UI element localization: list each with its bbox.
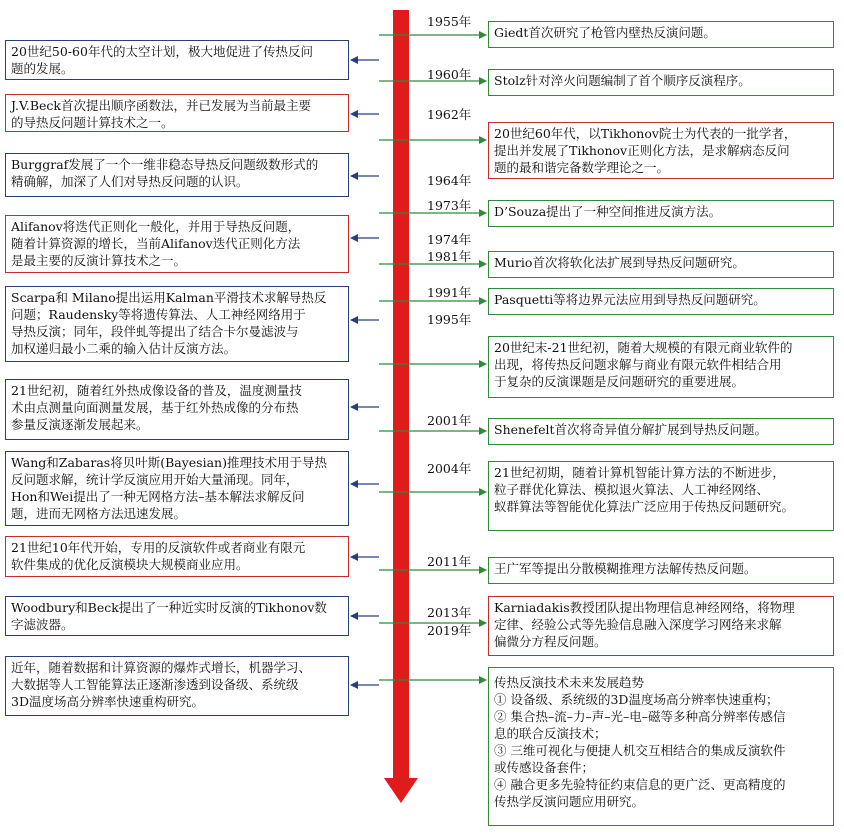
event-text-line: 问题；Raudensky等将遗传算法、人工神经网络用于 (11, 307, 306, 322)
year-label-2013: 2013年 (427, 605, 472, 620)
year-label-1962: 1962年 (427, 107, 472, 122)
event-text-line: 字滤波器。 (11, 617, 74, 632)
event-text-line: 大数据等人工智能算法正逐渐渗透到设备级、系统级 (11, 677, 299, 692)
event-text-line: Scarpa和 Milano提出运用Kalman平滑技术求解导热反 (11, 290, 327, 305)
year-label-1974: 1974年 (427, 232, 472, 247)
event-box-right-3 (488, 122, 834, 179)
event-box-left-7 (5, 451, 349, 526)
event-text-line: Hon和Wei提出了一种无网格方法–基本解法求解反问 (11, 489, 305, 504)
event-text-line: 定律、经验公式等先验信息融入深度学习网络来求解 (494, 617, 782, 632)
future-trends-box (488, 667, 834, 826)
event-text-line: 提出并发展了Tikhonov正则化方法，是求解病态反问 (494, 143, 790, 158)
event-text-line: 3D温度场高分辨率快速重构研究。 (11, 694, 204, 709)
event-text-line: Burggraf发展了一个一维非稳态导热反问题级数形式的 (11, 157, 319, 172)
event-box-right-8 (488, 418, 834, 445)
future-trend-item: 或传感设备套件； (494, 760, 595, 775)
future-trends-title: 传热反演技术未来发展趋势 (494, 675, 645, 690)
year-label-1960: 1960年 (427, 67, 472, 82)
event-text-line: 加权递归最小二乘的输入估计反演方法。 (11, 341, 237, 356)
event-box-left-8 (5, 536, 349, 577)
event-text-line: 21世纪10年代开始，专用的反演软件或者商业有限元 (11, 540, 306, 555)
event-box-left-5 (5, 286, 349, 362)
year-label-1955: 1955年 (427, 14, 472, 29)
event-box-right-11 (488, 596, 834, 656)
event-text-line: 21世纪初期，随着计算机智能计算方法的不断进步， (494, 465, 785, 480)
event-text-line: Giedt首次研究了枪管内壁热反演问题。 (494, 25, 716, 40)
year-label-1991: 1991年 (427, 285, 472, 300)
connector-arrows (351, 35, 486, 685)
event-box-right-2 (488, 69, 834, 96)
event-box-right-7 (488, 336, 834, 398)
year-label-2001: 2001年 (427, 413, 472, 428)
event-text-line: 出现，将传热反问题求解与商业有限元软件相结合用 (494, 357, 782, 372)
event-text-line: 软件集成的优化反演模块大规模商业应用。 (11, 557, 249, 572)
event-text-line: 于复杂的反演课题是反问题研究的重要进展。 (494, 374, 745, 389)
event-box-left-9 (5, 596, 349, 636)
event-box-left-2 (5, 94, 349, 132)
event-box-right-10 (488, 557, 834, 584)
event-text-line: 随着计算资源的增长，当前Alifanov迭代正则化方法 (11, 236, 301, 251)
future-trend-item: 息的联合反演技术； (494, 726, 607, 741)
future-trend-item: ④ 融合更多先验特征约束信息的更广泛、更高精度的 (494, 777, 786, 792)
year-label-2004: 2004年 (427, 461, 472, 476)
event-text-line: Shenefelt首次将奇异值分解扩展到导热反问题。 (494, 422, 768, 437)
event-text-line: 精确解，加深了人们对导热反问题的认识。 (11, 174, 249, 189)
event-text-line: 是最主要的反演计算技术之一。 (11, 253, 187, 268)
event-text-line: Wang和Zabaras将贝叶斯(Bayesian)推理技术用于导热 (11, 455, 327, 470)
event-text-line: 20世纪末-21世纪初，随着大规模的有限元商业软件的 (494, 340, 793, 355)
event-text-line: Alifanov将迭代正则化一般化，并用于导热反问题， (11, 219, 301, 234)
event-text-line: J.V.Beck首次提出顺序函数法，并已发展为当前最主要 (11, 98, 311, 113)
event-text-line: 20世纪60年代，以Tikhonov院士为代表的一批学者， (494, 126, 797, 141)
event-text-line: 21世纪初，随着红外热成像设备的普及，温度测量技 (11, 383, 302, 398)
event-text-line: 导热反演；同年，段伴虬等提出了结合卡尔曼滤波与 (11, 324, 299, 339)
event-box-right-9 (488, 461, 834, 531)
event-text-line: 反问题求解，统计学反演应用开始大量涌现。同年， (11, 472, 299, 487)
event-text-line: 粒子群优化算法、模拟退火算法、人工神经网络、 (494, 482, 770, 497)
future-trend-item: ② 集合热–流–力–声–光–电–磁等多种高分辨率传感信 (494, 709, 786, 724)
year-label-2019: 2019年 (427, 623, 472, 638)
event-box-right-4 (488, 200, 834, 227)
event-text-line: Stolz针对淬火问题编制了首个顺序反演程序。 (494, 73, 751, 88)
event-box-left-6 (5, 379, 349, 440)
year-label-1973: 1973年 (427, 198, 472, 213)
event-box-left-3 (5, 153, 349, 197)
event-text-line: 题的发展。 (11, 61, 74, 76)
event-box-right-1 (488, 21, 834, 48)
year-label-1981: 1981年 (427, 249, 472, 264)
event-box-left-1 (5, 40, 349, 80)
event-text-line: 参量反演逐渐发展起来。 (11, 417, 149, 432)
time-axis-arrowhead (384, 778, 418, 803)
event-text-line: 20世纪50-60年代的太空计划，极大地促进了传热反问 (11, 44, 313, 59)
year-label-2011: 2011年 (427, 554, 472, 569)
event-text-line: Pasquetti等将边界元法应用到导热反问题研究。 (494, 292, 766, 307)
event-text-line: 题的最和谐完备数学理论之一。 (494, 160, 670, 175)
event-text-line: 术由点测量向面测量发展，基于红外热成像的分布热 (11, 400, 299, 415)
future-trend-item: ① 设备级、系统级的3D温度场高分辨率快速重构； (494, 692, 779, 707)
year-label-1964: 1964年 (427, 173, 472, 188)
event-text-line: 偏微分方程反问题。 (494, 634, 607, 649)
event-box-left-4 (5, 215, 349, 273)
event-text-line: 题，进而无网格方法迅速发展。 (11, 506, 187, 521)
future-trend-item: 传热学反演问题应用研究。 (494, 794, 645, 809)
event-text-line: 王广军等提出分散模糊推理方法解传热反问题。 (494, 561, 757, 576)
event-text-line: Karniadakis教授团队提出物理信息神经网络，将物理 (494, 600, 795, 615)
event-box-right-5 (488, 251, 834, 278)
event-text-line: 近年，随着数据和计算资源的爆炸式增长，机器学习、 (11, 660, 312, 675)
future-trend-item: ③ 三维可视化与便捷人机交互相结合的集成反演软件 (494, 743, 786, 758)
year-label-1995: 1995年 (427, 312, 472, 327)
event-box-right-6 (488, 288, 834, 315)
event-text-line: Woodbury和Beck提出了一种近实时反演的Tikhonov数 (11, 600, 327, 615)
event-text-line: D’Souza提出了一种空间推进反演方法。 (494, 204, 722, 219)
event-text-line: 蚁群算法等智能优化算法广泛应用于传热反问题研究。 (494, 499, 795, 514)
event-box-left-10 (5, 656, 349, 716)
event-text-line: 的导热反问题计算技术之一。 (11, 115, 174, 130)
event-text-line: Murio首次将软化法扩展到导热反问题研究。 (494, 255, 745, 270)
time-axis-bar (393, 10, 409, 780)
